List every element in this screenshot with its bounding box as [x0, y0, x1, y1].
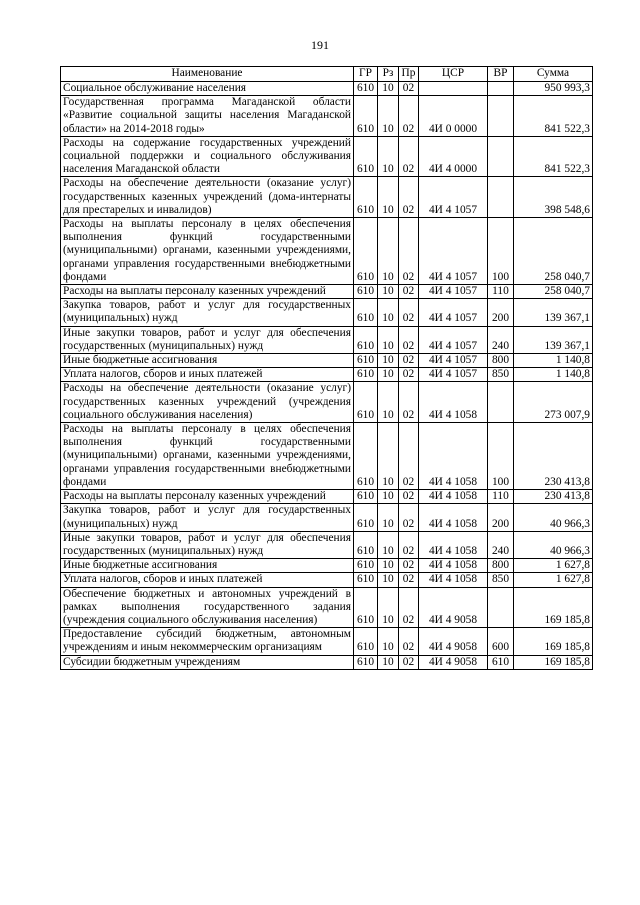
table-row — [61, 326, 593, 353]
table-row — [61, 587, 593, 628]
column-header-sum: Сумма — [514, 67, 593, 82]
table-row — [61, 177, 593, 218]
cell-pr: 02 — [399, 423, 419, 490]
cell-pr: 02 — [399, 285, 419, 299]
cell-vr: 100 — [488, 423, 514, 490]
cell-sum: 1 140,8 — [514, 354, 593, 368]
cell-csr: 4И 0 0000 — [419, 96, 488, 137]
cell-rz: 10 — [378, 285, 399, 299]
cell-name: Расходы на обеспечение деятельности (оказание услуг) государственных казенных учреждений (дома-интернаты для престарелых и инвалидов) — [61, 177, 354, 218]
cell-pr: 02 — [399, 299, 419, 326]
cell-csr: 4И 4 9058 — [419, 628, 488, 655]
table-row — [61, 82, 593, 96]
cell-csr: 4И 4 9058 — [419, 587, 488, 628]
cell-sum: 398 548,6 — [514, 177, 593, 218]
cell-gr: 610 — [354, 82, 378, 96]
cell-gr: 610 — [354, 423, 378, 490]
cell-pr: 02 — [399, 559, 419, 573]
cell-csr: 4И 4 1057 — [419, 368, 488, 382]
cell-csr: 4И 4 1057 — [419, 299, 488, 326]
cell-name: Государственная программа Магаданской области «Развитие социальной защиты населения Магаданской области» на 2014-2018 годы» — [61, 96, 354, 137]
cell-gr: 610 — [354, 354, 378, 368]
table-row — [61, 559, 593, 573]
cell-gr: 610 — [354, 218, 378, 285]
cell-pr: 02 — [399, 177, 419, 218]
cell-name: Иные бюджетные ассигнования — [61, 559, 354, 573]
cell-pr: 02 — [399, 96, 419, 137]
cell-gr: 610 — [354, 573, 378, 587]
cell-rz: 10 — [378, 326, 399, 353]
cell-gr: 610 — [354, 177, 378, 218]
cell-csr: 4И 4 1057 — [419, 326, 488, 353]
table-row — [61, 573, 593, 587]
cell-name: Обеспечение бюджетных и автономных учреждений в рамках выполнения государственного задания (учреждения социального обслуживания населения) — [61, 587, 354, 628]
cell-rz: 10 — [378, 587, 399, 628]
table-row — [61, 423, 593, 490]
table-row — [61, 136, 593, 177]
cell-name: Расходы на обеспечение деятельности (оказание услуг) государственных казенных учреждений (учреждения социального обслуживания населения) — [61, 382, 354, 423]
cell-vr: 200 — [488, 299, 514, 326]
cell-sum: 841 522,3 — [514, 136, 593, 177]
cell-gr: 610 — [354, 299, 378, 326]
column-header-rz: Рз — [378, 67, 399, 82]
cell-csr: 4И 4 1058 — [419, 423, 488, 490]
cell-name: Уплата налогов, сборов и иных платежей — [61, 573, 354, 587]
cell-csr: 4И 4 1057 — [419, 354, 488, 368]
cell-rz: 10 — [378, 655, 399, 669]
cell-sum: 169 185,8 — [514, 655, 593, 669]
cell-pr: 02 — [399, 82, 419, 96]
cell-sum: 40 966,3 — [514, 531, 593, 558]
column-header-vr: ВР — [488, 67, 514, 82]
cell-name: Расходы на выплаты персоналу в целях обеспечения выполнения функций государственными (муниципальными) органами, казенными учреждениями, органами управления государственными внебюджетными фондами — [61, 423, 354, 490]
cell-vr: 110 — [488, 490, 514, 504]
cell-csr: 4И 4 1058 — [419, 504, 488, 531]
cell-sum: 139 367,1 — [514, 299, 593, 326]
cell-name: Расходы на содержание государственных учреждений социальной поддержки и социального обслуживания населения Магаданской области — [61, 136, 354, 177]
cell-vr: 200 — [488, 504, 514, 531]
page-number: 191 — [311, 38, 329, 52]
cell-csr: 4И 4 1058 — [419, 490, 488, 504]
cell-vr — [488, 136, 514, 177]
cell-rz: 10 — [378, 628, 399, 655]
cell-vr — [488, 382, 514, 423]
table-row — [61, 628, 593, 655]
cell-name: Расходы на выплаты персоналу казенных учреждений — [61, 490, 354, 504]
cell-vr — [488, 82, 514, 96]
column-header-name: Наименование — [61, 67, 354, 82]
cell-sum: 230 413,8 — [514, 490, 593, 504]
cell-csr: 4И 4 1058 — [419, 559, 488, 573]
cell-rz: 10 — [378, 531, 399, 558]
table-row — [61, 299, 593, 326]
cell-name: Закупка товаров, работ и услуг для государственных (муниципальных) нужд — [61, 504, 354, 531]
cell-pr: 02 — [399, 628, 419, 655]
cell-vr: 600 — [488, 628, 514, 655]
cell-sum: 1 627,8 — [514, 573, 593, 587]
cell-csr: 4И 4 9058 — [419, 655, 488, 669]
cell-csr: 4И 4 1057 — [419, 177, 488, 218]
cell-csr: 4И 4 1058 — [419, 573, 488, 587]
cell-pr: 02 — [399, 326, 419, 353]
cell-gr: 610 — [354, 587, 378, 628]
cell-sum: 950 993,3 — [514, 82, 593, 96]
cell-name: Иные закупки товаров, работ и услуг для обеспечения государственных (муниципальных) нужд — [61, 531, 354, 558]
cell-rz: 10 — [378, 368, 399, 382]
cell-pr: 02 — [399, 531, 419, 558]
cell-pr: 02 — [399, 587, 419, 628]
cell-rz: 10 — [378, 382, 399, 423]
cell-rz: 10 — [378, 299, 399, 326]
cell-rz: 10 — [378, 423, 399, 490]
cell-pr: 02 — [399, 354, 419, 368]
cell-csr — [419, 82, 488, 96]
cell-gr: 610 — [354, 559, 378, 573]
cell-csr: 4И 4 0000 — [419, 136, 488, 177]
cell-rz: 10 — [378, 490, 399, 504]
cell-name: Субсидии бюджетным учреждениям — [61, 655, 354, 669]
cell-pr: 02 — [399, 136, 419, 177]
column-header-gr: ГР — [354, 67, 378, 82]
cell-gr: 610 — [354, 136, 378, 177]
table-row — [61, 531, 593, 558]
cell-rz: 10 — [378, 559, 399, 573]
cell-pr: 02 — [399, 368, 419, 382]
table-row — [61, 655, 593, 669]
cell-pr: 02 — [399, 655, 419, 669]
cell-rz: 10 — [378, 504, 399, 531]
cell-pr: 02 — [399, 573, 419, 587]
cell-vr — [488, 96, 514, 137]
column-header-pr: Пр — [399, 67, 419, 82]
cell-pr: 02 — [399, 218, 419, 285]
cell-vr: 610 — [488, 655, 514, 669]
cell-gr: 610 — [354, 655, 378, 669]
cell-sum: 169 185,8 — [514, 628, 593, 655]
cell-csr: 4И 4 1058 — [419, 382, 488, 423]
cell-vr: 110 — [488, 285, 514, 299]
cell-gr: 610 — [354, 531, 378, 558]
cell-name: Закупка товаров, работ и услуг для государственных (муниципальных) нужд — [61, 299, 354, 326]
cell-name: Иные бюджетные ассигнования — [61, 354, 354, 368]
table-row — [61, 96, 593, 137]
cell-sum: 258 040,7 — [514, 218, 593, 285]
cell-gr: 610 — [354, 382, 378, 423]
cell-rz: 10 — [378, 177, 399, 218]
cell-rz: 10 — [378, 96, 399, 137]
cell-vr: 240 — [488, 531, 514, 558]
cell-vr — [488, 587, 514, 628]
cell-gr: 610 — [354, 368, 378, 382]
cell-vr: 800 — [488, 354, 514, 368]
cell-csr: 4И 4 1057 — [419, 285, 488, 299]
cell-vr: 100 — [488, 218, 514, 285]
table-row — [61, 504, 593, 531]
cell-vr — [488, 177, 514, 218]
cell-sum: 40 966,3 — [514, 504, 593, 531]
cell-csr: 4И 4 1057 — [419, 218, 488, 285]
cell-rz: 10 — [378, 573, 399, 587]
cell-pr: 02 — [399, 504, 419, 531]
table-row — [61, 368, 593, 382]
table-row — [61, 354, 593, 368]
cell-sum: 139 367,1 — [514, 326, 593, 353]
table-row — [61, 490, 593, 504]
cell-vr: 800 — [488, 559, 514, 573]
table-row — [61, 285, 593, 299]
cell-sum: 273 007,9 — [514, 382, 593, 423]
cell-gr: 610 — [354, 326, 378, 353]
cell-name: Социальное обслуживание населения — [61, 82, 354, 96]
cell-rz: 10 — [378, 354, 399, 368]
cell-name: Иные закупки товаров, работ и услуг для обеспечения государственных (муниципальных) нужд — [61, 326, 354, 353]
cell-sum: 258 040,7 — [514, 285, 593, 299]
cell-sum: 1 627,8 — [514, 559, 593, 573]
cell-gr: 610 — [354, 628, 378, 655]
table-header-row — [61, 67, 593, 82]
cell-name: Предоставление субсидий бюджетным, автономным учреждениям и иным некоммерческим организациям — [61, 628, 354, 655]
table-row — [61, 218, 593, 285]
cell-gr: 610 — [354, 96, 378, 137]
cell-vr: 850 — [488, 368, 514, 382]
cell-rz: 10 — [378, 82, 399, 96]
cell-sum: 169 185,8 — [514, 587, 593, 628]
cell-gr: 610 — [354, 285, 378, 299]
cell-rz: 10 — [378, 218, 399, 285]
cell-rz: 10 — [378, 136, 399, 177]
cell-csr: 4И 4 1058 — [419, 531, 488, 558]
cell-sum: 841 522,3 — [514, 96, 593, 137]
cell-pr: 02 — [399, 490, 419, 504]
column-header-csr: ЦСР — [419, 67, 488, 82]
cell-pr: 02 — [399, 382, 419, 423]
cell-name: Уплата налогов, сборов и иных платежей — [61, 368, 354, 382]
cell-name: Расходы на выплаты персоналу в целях обеспечения выполнения функций государственными (муниципальными) органами, казенными учреждениями, органами управления государственными внебюджетными фондами — [61, 218, 354, 285]
budget-table — [60, 66, 593, 670]
cell-vr: 850 — [488, 573, 514, 587]
cell-name: Расходы на выплаты персоналу казенных учреждений — [61, 285, 354, 299]
cell-vr: 240 — [488, 326, 514, 353]
cell-sum: 1 140,8 — [514, 368, 593, 382]
cell-gr: 610 — [354, 504, 378, 531]
cell-gr: 610 — [354, 490, 378, 504]
cell-sum: 230 413,8 — [514, 423, 593, 490]
table-row — [61, 382, 593, 423]
